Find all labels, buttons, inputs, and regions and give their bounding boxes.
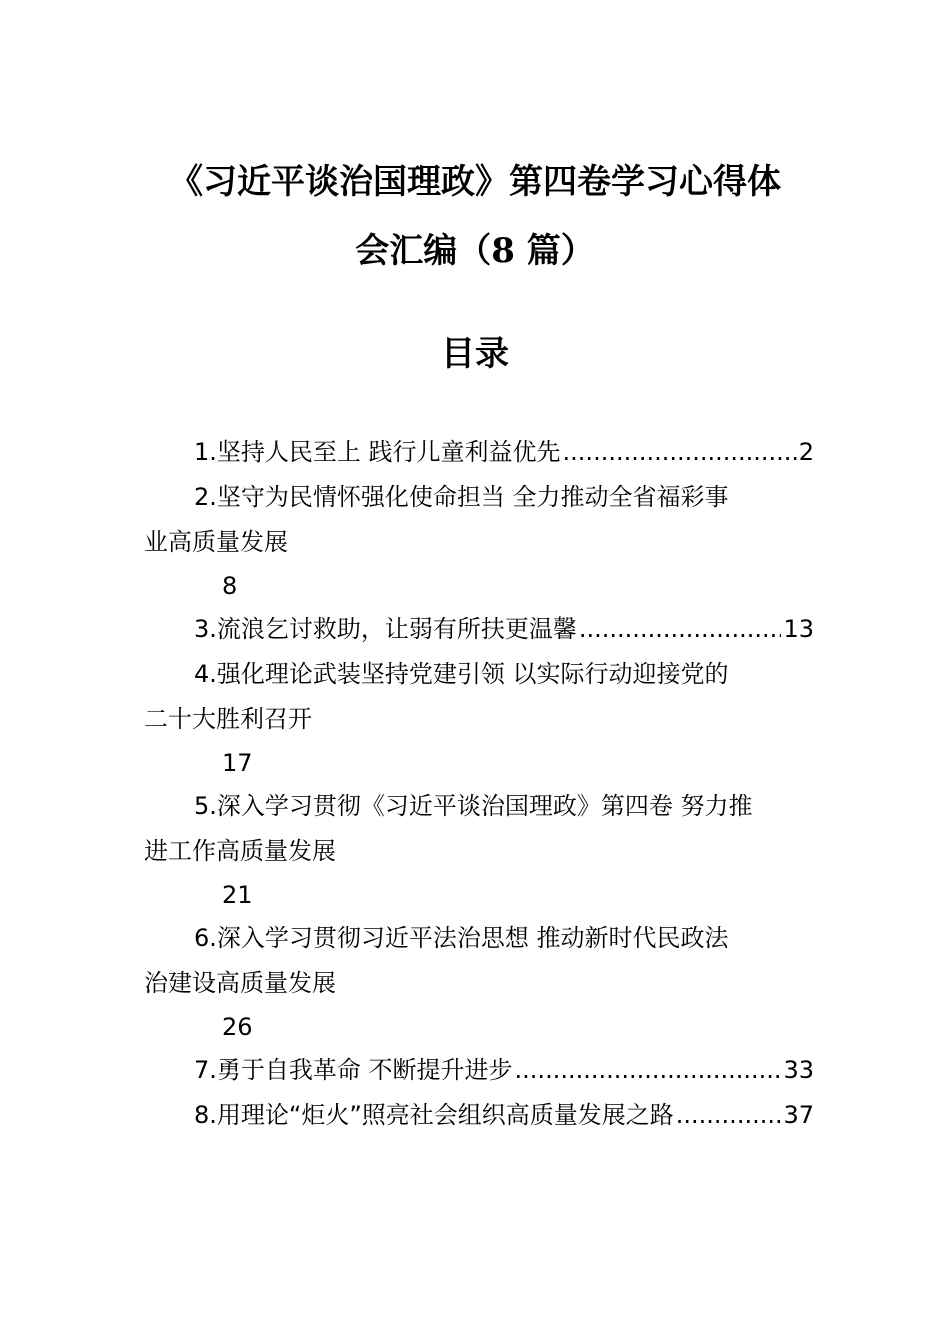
toc-entry-title: 坚持人民至上 践行儿童利益优先 <box>216 438 561 466</box>
toc-entry-5[interactable] <box>144 784 814 916</box>
toc-entry-number: 1. <box>194 438 217 466</box>
toc-entry-title-line-2: 业高质量发展 <box>144 528 288 556</box>
toc-entry-page: 37 <box>783 1101 814 1129</box>
toc-entry-number: 2. <box>194 483 217 511</box>
toc-entry-page: 26 <box>222 1013 253 1041</box>
toc-entry-page: 33 <box>783 1056 814 1084</box>
document-title-line-1: 《习近平谈治国理政》第四卷学习心得体 <box>169 162 781 202</box>
toc-entry-page: 8 <box>222 572 238 600</box>
toc-dot-leader <box>676 1093 782 1138</box>
toc-dot-leader <box>563 430 797 475</box>
toc-entry-3[interactable] <box>144 607 814 652</box>
toc-entry-number: 3. <box>194 615 217 643</box>
toc-entry-title: 流浪乞讨救助，让弱有所扶更温馨 <box>216 615 577 643</box>
toc-entry-page: 17 <box>222 749 253 777</box>
toc-entry-page: 21 <box>222 881 253 909</box>
toc-entry-page: 2 <box>798 438 814 466</box>
toc-entry-8[interactable] <box>144 1093 814 1138</box>
toc-entry-title-line-2: 治建设高质量发展 <box>144 969 336 997</box>
toc-entry-number: 7. <box>194 1056 217 1084</box>
toc-dot-leader <box>579 607 782 652</box>
table-of-contents <box>144 430 814 1138</box>
toc-dot-leader <box>515 1048 782 1093</box>
toc-entry-title-line-2: 进工作高质量发展 <box>144 837 336 865</box>
toc-entry-7[interactable] <box>144 1048 814 1093</box>
toc-entry-4[interactable] <box>144 652 814 784</box>
toc-entry-title-line-1: 深入学习贯彻《习近平谈治国理政》第四卷 努力推 <box>216 792 753 820</box>
toc-entry-title: 用理论“炬火”照亮社会组织高质量发展之路 <box>216 1101 674 1129</box>
toc-entry-title-line-1: 坚守为民情怀强化使命担当 全力推动全省福彩事 <box>216 483 729 511</box>
document-title-line-2: 会汇编（8 篇） <box>355 231 595 271</box>
toc-entry-number: 4. <box>194 660 217 688</box>
toc-entry-number: 5. <box>194 792 217 820</box>
toc-entry-6[interactable] <box>144 916 814 1048</box>
toc-entry-page: 13 <box>783 615 814 643</box>
toc-heading: 目录 <box>441 334 509 374</box>
toc-entry-2[interactable] <box>144 475 814 607</box>
toc-entry-number: 6. <box>194 924 217 952</box>
toc-entry-1[interactable] <box>144 430 814 475</box>
toc-entry-number: 8. <box>194 1101 217 1129</box>
toc-entry-title-line-1: 深入学习贯彻习近平法治思想 推动新时代民政法 <box>216 924 729 952</box>
toc-entry-title-line-1: 强化理论武装坚持党建引领 以实际行动迎接党的 <box>216 660 729 688</box>
toc-entry-title: 勇于自我革命 不断提升进步 <box>216 1056 513 1084</box>
toc-entry-title-line-2: 二十大胜利召开 <box>144 705 312 733</box>
